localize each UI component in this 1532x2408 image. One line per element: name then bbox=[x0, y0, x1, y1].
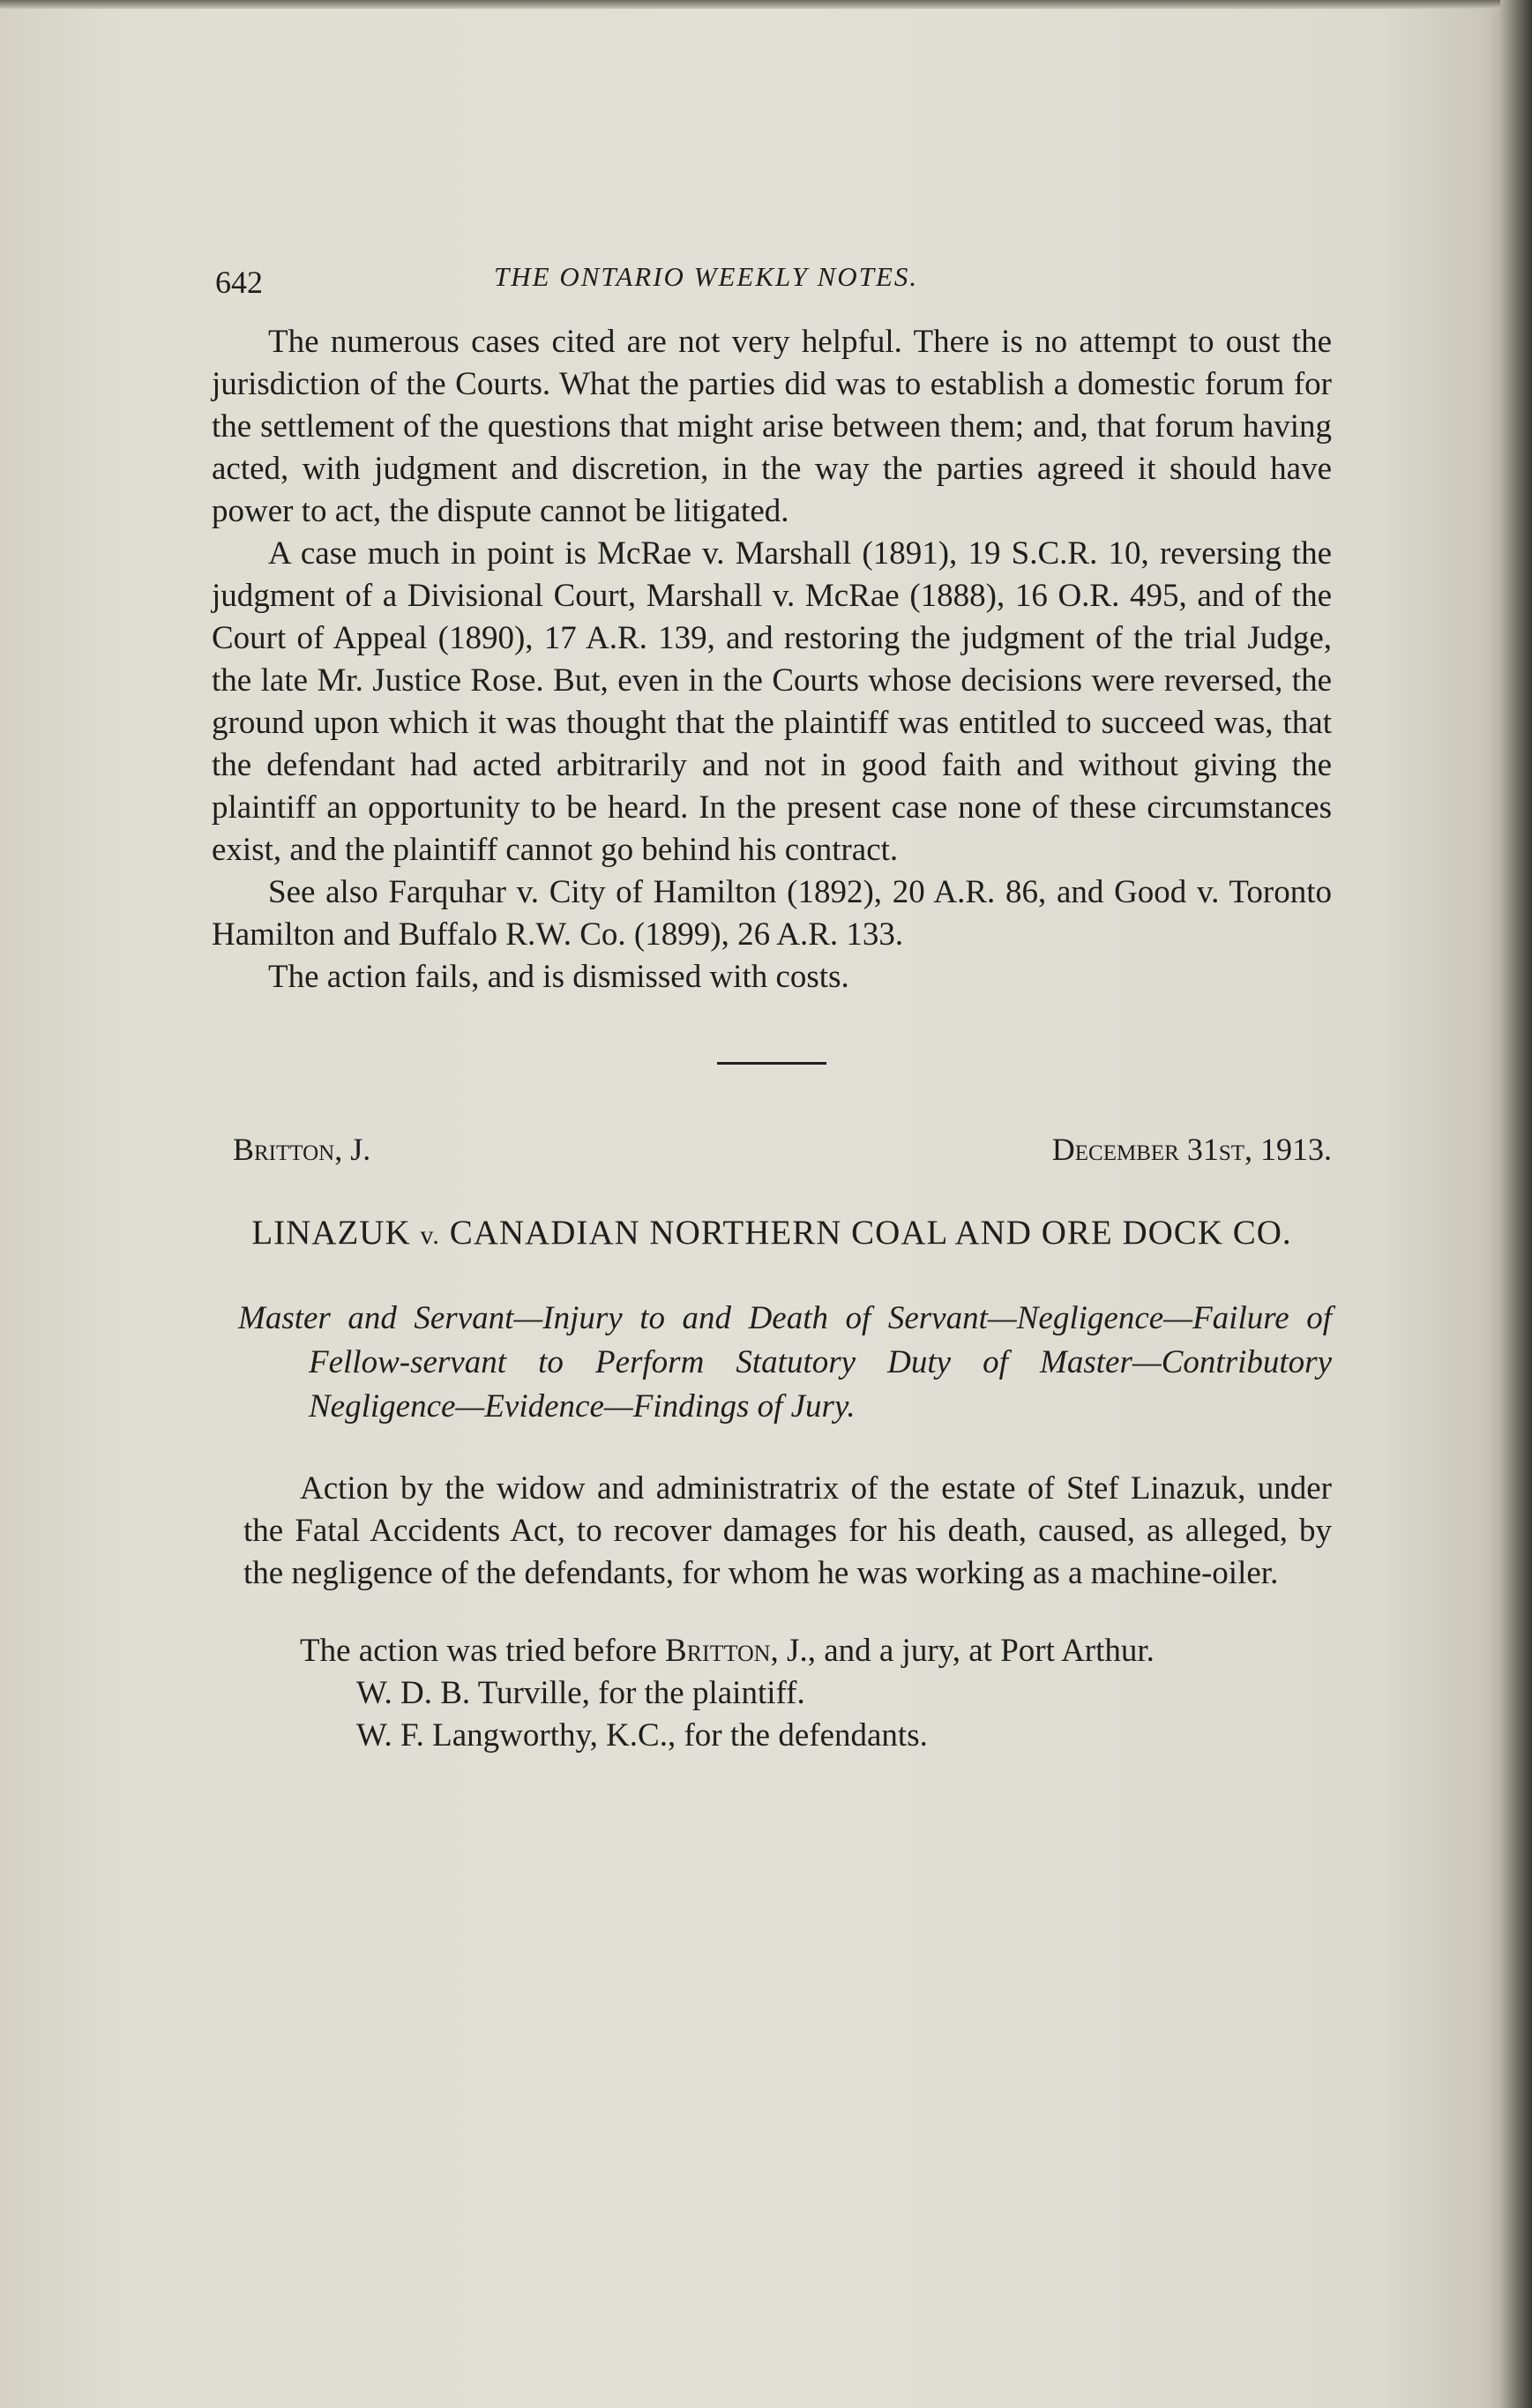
case-judge-date-row bbox=[212, 1128, 1332, 1170]
trial-note-before: The action was tried before bbox=[300, 1633, 657, 1669]
case-title-versus: v. bbox=[420, 1221, 440, 1250]
trial-note-rest: , J., and a jury, at Port Arthur. bbox=[770, 1633, 1155, 1669]
case-headnote: Master and Servant—Injury to and Death of Servant—Negligence—Failure of Fellow-servant to Perform Statutory Duty of Master—Contributory Negligence—Evidence—Findings of Jury. bbox=[238, 1300, 1332, 1425]
case-judge: Britton, J. bbox=[233, 1132, 371, 1167]
counsel-plaintiff: W. D. B. Turville, for the plaintiff. bbox=[356, 1675, 805, 1711]
case-title-defendant: CANADIAN NORTHERN COAL AND ORE DOCK CO. bbox=[449, 1214, 1292, 1252]
page-content bbox=[212, 256, 1332, 1757]
case-title bbox=[247, 1211, 1297, 1258]
case-date: December 31st, 1913. bbox=[1051, 1132, 1332, 1167]
trial-note-judge: Britton bbox=[665, 1633, 771, 1669]
running-head: THE ONTARIO WEEKLY NOTES. bbox=[494, 261, 919, 292]
counsel-defendants: W. F. Langworthy, K.C., for the defendants. bbox=[356, 1717, 928, 1754]
page-number: 642 bbox=[215, 265, 263, 300]
page-header bbox=[212, 256, 1332, 309]
paragraph-4: The action fails, and is dismissed with costs. bbox=[268, 959, 849, 995]
paragraph-2: A case much in point is McRae v. Marshall (1891), 19 S.C.R. 10, reversing the judgment of a Divisional Court, Marshall v. McRae (1888), 16 O.R. 495, and of the Court of Appeal (1890), 17 A.R. 139, and restoring the judgment of the trial Judge, the late Mr. Justice Rose. But, even in the Courts whose decisions were reversed, the ground upon which it was thought that the plaintiff was entitled to succeed was, that the defendant had acted arbitrarily and not in good faith and without giving the plaintiff an opportunity to be heard. In the present case none of these circumstances exist, and the plaintiff cannot go behind his contract. bbox=[212, 535, 1332, 868]
case-statement: Action by the widow and administratrix of the estate of Stef Linazuk, under the Fatal Accidents Act, to recover damages for his death, caused, as alleged, by the negligence of the defendants, for whom he was working as a machine-oiler. bbox=[243, 1470, 1332, 1591]
book-spine-shadow bbox=[1500, 0, 1532, 2408]
paragraph-3: See also Farquhar v. City of Hamilton (1892), 20 A.R. 86, and Good v. Toronto Hamilton and Buffalo R.W. Co. (1899), 26 A.R. 133. bbox=[212, 874, 1332, 953]
case-title-plaintiff: LINAZUK bbox=[251, 1214, 411, 1252]
trial-note bbox=[243, 1630, 1332, 1672]
paragraph-1: The numerous cases cited are not very helpful. There is no attempt to oust the jurisdiction of the Courts. What the parties did was to establish a domestic forum for the settlement of the questions that might arise between them; and, that forum having acted, with judgment and discretion, in the way the parties agreed it should have power to act, the dispute cannot be litigated. bbox=[212, 324, 1332, 529]
section-divider bbox=[717, 1062, 826, 1065]
